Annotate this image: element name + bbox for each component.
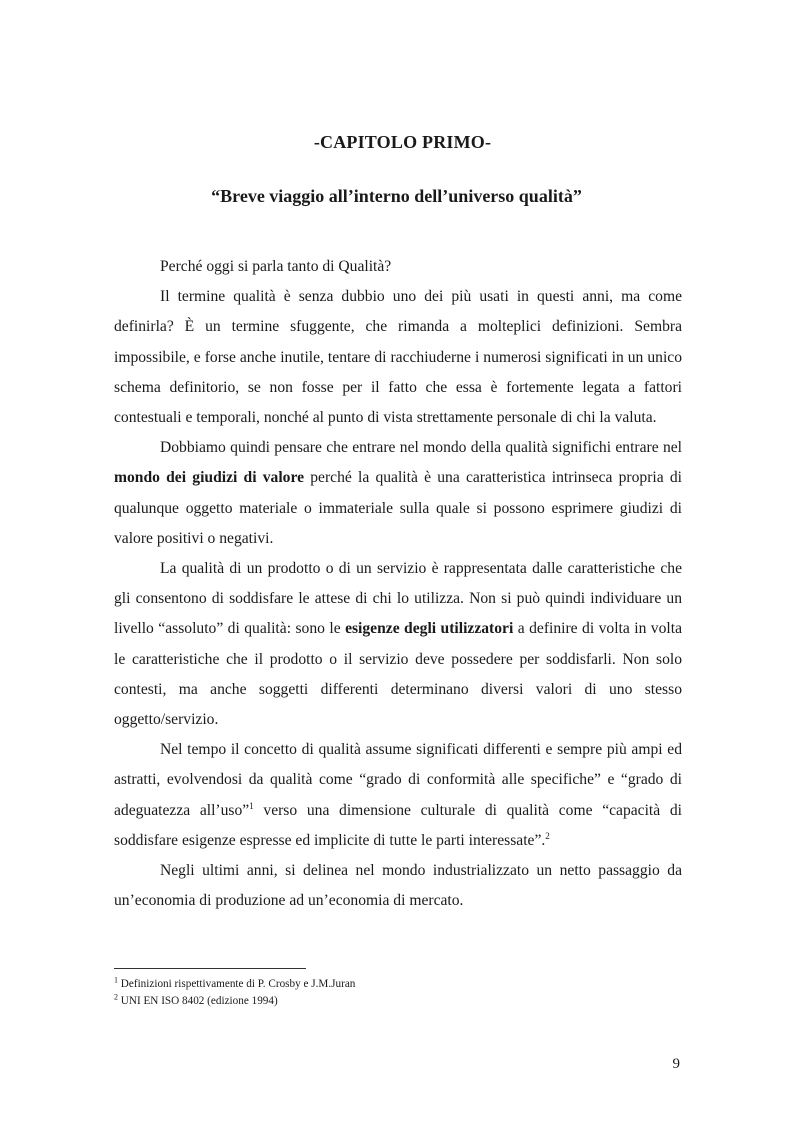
footnote-2-text: UNI EN ISO 8402 (edizione 1994) bbox=[120, 995, 278, 1007]
paragraph-1 bbox=[114, 252, 682, 282]
footnote-ref-2: 2 bbox=[545, 830, 550, 841]
paragraph-4-text-b: a definire di volta in volta le caratteristiche che il prodotto o il servizio deve possedere per soddisfarli. Non solo contesti, ma anche soggetti differenti determinano diversi valori di uno stesso oggetto/servizio. bbox=[114, 620, 682, 729]
paragraph-4 bbox=[114, 554, 682, 735]
paragraph-3-text-b: perché la qualità è una caratteristica intrinseca propria di qualunque oggetto materiale o immateriale sulla quale si possono esprimere giudizi di valore positivi o negativi. bbox=[114, 469, 682, 547]
paragraph-2 bbox=[114, 282, 682, 433]
footnote-separator bbox=[114, 968, 306, 969]
footnote-2 bbox=[114, 993, 674, 1010]
paragraph-3 bbox=[114, 433, 682, 554]
chapter-title: “Breve viaggio all’interno dell’universo qualità” bbox=[211, 186, 582, 206]
paragraph-3-text-a: Dobbiamo quindi pensare che entrare nel mondo della qualità significhi entrare nel bbox=[160, 439, 682, 457]
paragraph-5-text-b: verso una dimensione culturale di qualità come “capacità di soddisfare esigenze espresse ed implicite di tutte le parti interessate”. bbox=[114, 801, 682, 849]
chapter-heading: -CAPITOLO PRIMO- bbox=[313, 132, 492, 152]
emphasis-mondo-giudizi: mondo dei giudizi di valore bbox=[114, 469, 305, 487]
body-text bbox=[114, 252, 682, 916]
footnote-ref-1: 1 bbox=[249, 800, 254, 811]
page-number: 9 bbox=[672, 1056, 680, 1072]
emphasis-esigenze-utilizzatori: esigenze degli utilizzatori bbox=[345, 620, 514, 638]
footnote-1-text: Definizioni rispettivamente di P. Crosby e J.M.Juran bbox=[120, 978, 356, 990]
paragraph-4-text-a: La qualità di un prodotto o di un servizio è rappresentata dalle caratteristiche che gli consentono di soddisfare le attese di chi lo utilizza. Non si può quindi individuare un livello “assoluto” di qualità: sono le bbox=[114, 560, 682, 638]
footnote-1 bbox=[114, 976, 674, 993]
paragraph-6 bbox=[114, 856, 682, 916]
paragraph-2-text: Il termine qualità è senza dubbio uno dei più usati in questi anni, ma come definirla? È un termine sfuggente, che rimanda a molteplici definizioni. Sembra impossibile, e forse anche inutile, tentare di racchiuderne i numerosi significati in un unico schema definitorio, se non fosse per il fatto che essa è fortemente legata a fattori contestuali e temporali, nonché al punto di vista strettamente personale di chi la valuta. bbox=[114, 288, 682, 427]
paragraph-6-text: Negli ultimi anni, si delinea nel mondo industrializzato un netto passaggio da un’economia di produzione ad un’economia di mercato. bbox=[114, 862, 682, 910]
paragraph-5 bbox=[114, 735, 682, 856]
paragraph-1-text: Perché oggi si parla tanto di Qualità? bbox=[160, 258, 392, 275]
paragraph-5-text-a: Nel tempo il concetto di qualità assume significati differenti e sempre più ampi ed astratti, evolvendosi da qualità come “grado di conformità alle specifiche” e “grado di adeguatezza all’uso” bbox=[114, 741, 682, 819]
footnote-2-number: 2 bbox=[114, 992, 118, 1002]
footnote-1-number: 1 bbox=[114, 975, 118, 985]
footnotes bbox=[114, 976, 674, 1010]
